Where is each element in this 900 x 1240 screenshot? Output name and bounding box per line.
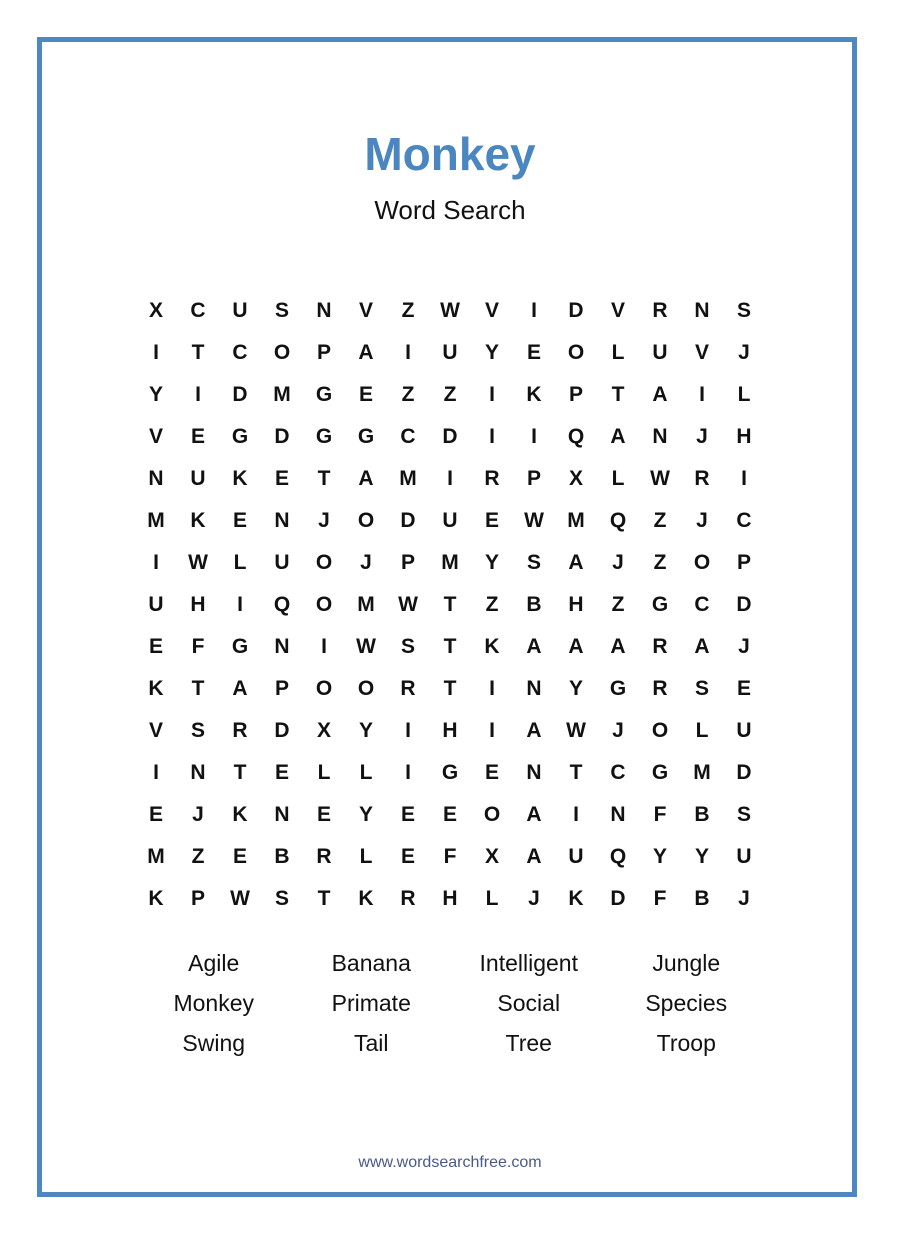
grid-cell[interactable]: Y (358, 803, 373, 826)
grid-cell[interactable]: E (442, 803, 457, 826)
grid-cell[interactable]: E (274, 467, 289, 490)
grid-cell[interactable]: A (610, 425, 626, 448)
grid-cell[interactable]: P (190, 887, 205, 910)
grid-cell[interactable]: G (315, 425, 333, 448)
word-list-item: Jungle (652, 950, 721, 976)
grid-cell[interactable]: Q (609, 509, 627, 532)
page-title: Monkey (364, 128, 536, 180)
word-list-item: Species (645, 990, 728, 1016)
word-list-item: Swing (182, 1030, 246, 1056)
grid-cell[interactable]: N (610, 803, 626, 826)
grid-cell[interactable]: L (359, 845, 373, 868)
grid-cell[interactable]: S (736, 299, 751, 322)
grid-cell[interactable]: X (568, 467, 583, 490)
grid-cell[interactable]: C (190, 299, 206, 322)
grid-cell[interactable]: I (489, 383, 495, 406)
grid-cell[interactable]: A (694, 635, 710, 658)
grid-cell[interactable]: I (447, 467, 453, 490)
grid-cell[interactable]: G (315, 383, 333, 406)
grid-cell[interactable]: U (232, 299, 248, 322)
grid-cell[interactable]: J (696, 425, 708, 448)
grid-cell[interactable]: S (190, 719, 205, 742)
grid-cell[interactable]: A (526, 803, 542, 826)
grid-cell[interactable]: G (651, 761, 669, 784)
grid-cell[interactable]: J (612, 719, 624, 742)
grid-cell[interactable]: D (610, 887, 626, 910)
grid-cell[interactable]: A (568, 635, 584, 658)
grid-cell[interactable]: M (147, 845, 165, 868)
word-list-item: Tail (353, 1030, 389, 1056)
grid-cell[interactable]: S (274, 887, 289, 910)
grid-cell[interactable]: E (400, 845, 415, 868)
grid-cell[interactable]: B (274, 845, 290, 868)
grid-cell[interactable]: J (738, 341, 750, 364)
grid-cell[interactable]: J (612, 551, 624, 574)
grid-cell[interactable]: O (651, 719, 669, 742)
grid-cell[interactable]: Z (443, 383, 457, 406)
grid-cell[interactable]: T (443, 635, 457, 658)
grid-cell[interactable]: D (736, 761, 752, 784)
grid-cell[interactable]: T (569, 761, 583, 784)
grid-cell[interactable]: I (573, 803, 579, 826)
grid-cell[interactable]: U (274, 551, 290, 574)
grid-cell[interactable]: K (232, 467, 248, 490)
grid-cell[interactable]: K (484, 635, 500, 658)
grid-cell[interactable]: H (442, 887, 458, 910)
grid-cell[interactable]: D (442, 425, 458, 448)
grid-cell[interactable]: C (232, 341, 248, 364)
grid-cell[interactable]: T (191, 341, 205, 364)
grid-cell[interactable]: E (484, 761, 499, 784)
grid-cell[interactable]: J (528, 887, 540, 910)
grid-cell[interactable]: M (441, 551, 459, 574)
grid-cell[interactable]: W (356, 635, 376, 658)
grid-cell[interactable]: I (195, 383, 201, 406)
grid-cell[interactable]: Y (652, 845, 667, 868)
grid-cell[interactable]: N (526, 677, 542, 700)
grid-cell[interactable]: D (736, 593, 752, 616)
grid-cell[interactable]: J (192, 803, 204, 826)
grid-cell[interactable]: V (358, 299, 373, 322)
grid-cell[interactable]: K (358, 887, 374, 910)
grid-cell[interactable]: Z (485, 593, 499, 616)
grid-cell[interactable]: K (568, 887, 584, 910)
grid-cell[interactable]: M (357, 593, 375, 616)
grid-cell[interactable]: P (736, 551, 751, 574)
grid-cell[interactable]: G (357, 425, 375, 448)
grid-cell[interactable]: G (231, 425, 249, 448)
grid-cell[interactable]: Z (401, 383, 415, 406)
grid-cell[interactable]: L (359, 761, 373, 784)
grid-cell[interactable]: K (232, 803, 248, 826)
grid-cell[interactable]: W (566, 719, 586, 742)
grid-cell[interactable]: J (360, 551, 372, 574)
grid-cell[interactable]: D (232, 383, 248, 406)
grid-cell[interactable]: O (315, 551, 333, 574)
grid-cell[interactable]: K (190, 509, 206, 532)
word-list-item: Social (497, 990, 561, 1016)
grid-cell[interactable]: T (611, 383, 625, 406)
grid-cell[interactable]: Q (273, 593, 291, 616)
grid-cell[interactable]: D (400, 509, 416, 532)
grid-cell[interactable]: A (526, 845, 542, 868)
letter-grid (135, 290, 765, 920)
grid-cell[interactable]: R (652, 635, 668, 658)
grid-cell[interactable]: L (611, 467, 625, 490)
grid-cell[interactable]: D (568, 299, 584, 322)
page-subtitle: Word Search (374, 195, 526, 225)
grid-cell[interactable]: Z (611, 593, 625, 616)
grid-cell[interactable]: F (653, 803, 667, 826)
grid-cell[interactable]: I (153, 761, 159, 784)
grid-cell[interactable]: I (405, 341, 411, 364)
grid-cell[interactable]: I (489, 677, 495, 700)
grid-cell[interactable]: M (399, 467, 417, 490)
grid-cell[interactable]: Z (653, 551, 667, 574)
grid-cell[interactable]: Q (609, 845, 627, 868)
grid-cell[interactable]: V (148, 425, 163, 448)
grid-cell[interactable]: N (652, 425, 668, 448)
grid-cell[interactable]: I (531, 425, 537, 448)
grid-cell[interactable]: R (232, 719, 248, 742)
grid-cell[interactable]: A (568, 551, 584, 574)
grid-cell[interactable]: E (484, 509, 499, 532)
footer-url[interactable]: www.wordsearchfree.com (358, 1154, 542, 1171)
grid-cell[interactable]: X (148, 299, 163, 322)
grid-cell[interactable]: T (317, 467, 331, 490)
grid-cell[interactable]: A (358, 467, 374, 490)
grid-cell[interactable]: S (274, 299, 289, 322)
grid-cell[interactable]: E (316, 803, 331, 826)
grid-cell[interactable]: I (153, 551, 159, 574)
grid-cell[interactable]: I (405, 719, 411, 742)
grid-cell[interactable]: U (442, 341, 458, 364)
grid-cell[interactable]: A (358, 341, 374, 364)
grid-cell[interactable]: I (741, 467, 747, 490)
grid-cell[interactable]: R (652, 677, 668, 700)
grid-cell[interactable]: O (315, 677, 333, 700)
grid-cell[interactable]: U (736, 719, 752, 742)
grid-cell[interactable]: L (611, 341, 625, 364)
grid-cell[interactable]: R (484, 467, 500, 490)
grid-cell[interactable]: X (316, 719, 331, 742)
grid-cell[interactable]: T (191, 677, 205, 700)
grid-cell[interactable]: K (526, 383, 542, 406)
grid-cell[interactable]: T (443, 677, 457, 700)
grid-cell[interactable]: P (526, 467, 541, 490)
grid-cell[interactable]: V (148, 719, 163, 742)
grid-cell[interactable]: Y (694, 845, 709, 868)
grid-cell[interactable]: W (230, 887, 250, 910)
grid-cell[interactable]: P (274, 677, 289, 700)
grid-cell[interactable]: Z (653, 509, 667, 532)
grid-cell[interactable]: A (652, 383, 668, 406)
grid-cell[interactable]: X (484, 845, 499, 868)
grid-cell[interactable]: B (694, 887, 710, 910)
grid-cell[interactable]: U (736, 845, 752, 868)
grid-cell[interactable]: M (147, 509, 165, 532)
grid-cell[interactable]: N (274, 803, 290, 826)
word-list-item: Primate (331, 990, 411, 1016)
grid-cell[interactable]: A (526, 719, 542, 742)
grid-cell[interactable]: W (398, 593, 418, 616)
grid-cell[interactable]: E (190, 425, 205, 448)
grid-cell[interactable]: Y (148, 383, 163, 406)
word-list-item: Monkey (173, 990, 255, 1016)
grid-cell[interactable]: E (736, 677, 751, 700)
grid-cell[interactable]: E (526, 341, 541, 364)
grid-cell[interactable]: C (694, 593, 710, 616)
grid-cell[interactable]: B (694, 803, 710, 826)
grid-cell[interactable]: N (274, 635, 290, 658)
grid-cell[interactable]: O (315, 593, 333, 616)
grid-cell[interactable]: N (694, 299, 710, 322)
grid-cell[interactable]: E (148, 635, 163, 658)
grid-cell[interactable]: O (567, 341, 585, 364)
grid-cell[interactable]: W (440, 299, 460, 322)
word-list-item: Banana (331, 950, 411, 976)
grid-cell[interactable]: I (237, 593, 243, 616)
grid-cell[interactable]: O (483, 803, 501, 826)
word-list-item: Agile (188, 950, 240, 976)
grid-cell[interactable]: S (694, 677, 709, 700)
grid-cell[interactable]: V (484, 299, 499, 322)
grid-cell[interactable]: W (650, 467, 670, 490)
grid-cell[interactable]: E (358, 383, 373, 406)
grid-cell[interactable]: G (651, 593, 669, 616)
grid-cell[interactable]: A (232, 677, 248, 700)
grid-cell[interactable]: U (190, 467, 206, 490)
grid-cell[interactable]: K (148, 677, 164, 700)
grid-cell[interactable]: I (321, 635, 327, 658)
grid-cell[interactable]: E (274, 761, 289, 784)
grid-cell[interactable]: N (316, 299, 332, 322)
grid-cell[interactable]: A (610, 635, 626, 658)
grid-cell[interactable]: O (693, 551, 711, 574)
grid-cell[interactable]: V (610, 299, 625, 322)
grid-cell[interactable]: Y (358, 719, 373, 742)
grid-cell[interactable]: R (400, 677, 416, 700)
grid-cell[interactable]: Y (484, 551, 499, 574)
grid-cell[interactable]: Q (567, 425, 585, 448)
grid-cell[interactable]: F (191, 635, 205, 658)
word-list-item: Intelligent (479, 950, 578, 976)
grid-cell[interactable]: G (609, 677, 627, 700)
grid-cell[interactable]: Z (191, 845, 205, 868)
grid-cell[interactable]: E (232, 845, 247, 868)
grid-cell[interactable]: W (524, 509, 544, 532)
grid-cell[interactable]: M (567, 509, 585, 532)
grid-cell[interactable]: P (316, 341, 331, 364)
grid-cell[interactable]: V (694, 341, 709, 364)
word-list-item: Tree (505, 1030, 552, 1056)
grid-cell[interactable]: U (568, 845, 584, 868)
grid-cell[interactable]: G (231, 635, 249, 658)
grid-cell[interactable]: M (693, 761, 711, 784)
grid-cell[interactable]: U (442, 509, 458, 532)
grid-cell[interactable]: N (148, 467, 164, 490)
word-list (135, 943, 765, 1063)
grid-cell[interactable]: F (443, 845, 457, 868)
grid-cell[interactable]: L (317, 761, 331, 784)
grid-cell[interactable]: Z (401, 299, 415, 322)
grid-cell[interactable]: H (442, 719, 458, 742)
grid-cell[interactable]: D (274, 425, 290, 448)
grid-cell[interactable]: P (568, 383, 583, 406)
grid-cell[interactable]: U (652, 341, 668, 364)
grid-cell[interactable]: R (652, 299, 668, 322)
grid-cell[interactable]: I (489, 425, 495, 448)
grid-cell[interactable]: L (233, 551, 247, 574)
grid-cell[interactable]: C (400, 425, 416, 448)
grid-cell[interactable]: C (736, 509, 752, 532)
grid-cell[interactable]: R (316, 845, 332, 868)
grid-cell[interactable]: J (318, 509, 330, 532)
grid-cell[interactable]: S (400, 635, 415, 658)
grid-cell[interactable]: O (357, 509, 375, 532)
grid-cell[interactable]: U (148, 593, 164, 616)
grid-cell[interactable]: R (400, 887, 416, 910)
grid-cell[interactable]: E (232, 509, 247, 532)
grid-cell[interactable]: R (694, 467, 710, 490)
grid-cell[interactable]: L (737, 383, 751, 406)
grid-cell[interactable]: E (400, 803, 415, 826)
grid-cell[interactable]: H (568, 593, 584, 616)
grid-cell[interactable]: L (485, 887, 499, 910)
grid-cell[interactable]: Y (568, 677, 583, 700)
grid-cell[interactable]: B (526, 593, 542, 616)
grid-cell[interactable]: N (274, 509, 290, 532)
grid-cell[interactable]: A (526, 635, 542, 658)
grid-cell[interactable]: T (317, 887, 331, 910)
grid-cell[interactable]: D (274, 719, 290, 742)
grid-cell[interactable]: J (696, 509, 708, 532)
grid-cell[interactable]: I (405, 761, 411, 784)
word-list-item: Troop (656, 1030, 716, 1056)
grid-cell[interactable]: O (357, 677, 375, 700)
grid-cell[interactable]: C (610, 761, 626, 784)
grid-cell[interactable]: G (441, 761, 459, 784)
grid-cell[interactable]: P (400, 551, 415, 574)
grid-cell[interactable]: S (526, 551, 541, 574)
grid-cell[interactable]: K (148, 887, 164, 910)
grid-cell[interactable]: L (695, 719, 709, 742)
grid-cell[interactable]: F (653, 887, 667, 910)
grid-cell[interactable]: H (190, 593, 206, 616)
grid-cell[interactable]: H (736, 425, 752, 448)
grid-cell[interactable]: N (526, 761, 542, 784)
grid-cell[interactable]: J (738, 887, 750, 910)
grid-cell[interactable]: T (233, 761, 247, 784)
grid-cell[interactable]: I (531, 299, 537, 322)
grid-cell[interactable]: O (273, 341, 291, 364)
grid-cell[interactable]: M (273, 383, 291, 406)
grid-cell[interactable]: N (190, 761, 206, 784)
grid-cell[interactable]: Y (484, 341, 499, 364)
grid-cell[interactable]: E (148, 803, 163, 826)
grid-cell[interactable]: I (699, 383, 705, 406)
grid-cell[interactable]: I (153, 341, 159, 364)
grid-cell[interactable]: T (443, 593, 457, 616)
grid-cell[interactable]: S (736, 803, 751, 826)
grid-cell[interactable]: J (738, 635, 750, 658)
grid-cell[interactable]: W (188, 551, 208, 574)
grid-cell[interactable]: I (489, 719, 495, 742)
